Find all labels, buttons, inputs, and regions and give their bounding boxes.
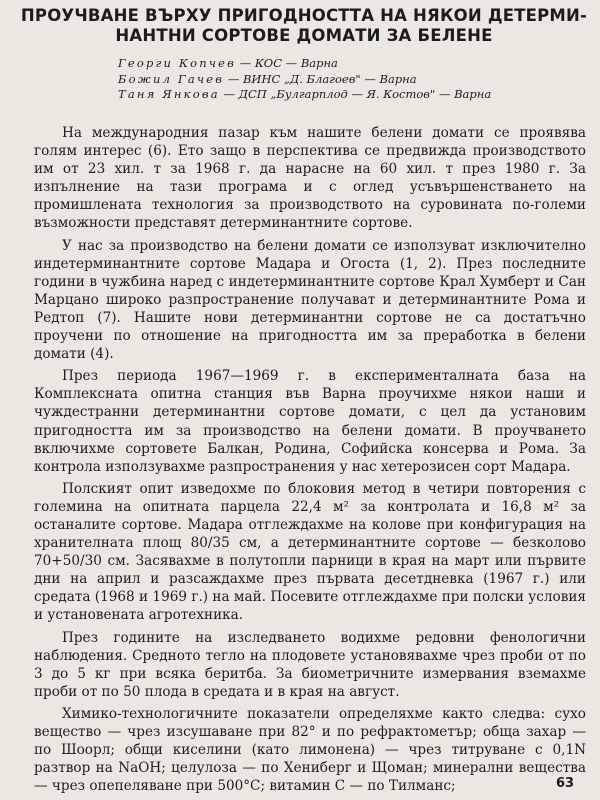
body-paragraph: Полският опит изведохме по блоковия метод в четири повторения с големина на опитната парцела 22,4 м² за контролата и 16,8 м² за останалите сортове. Мадара отглеждахме на колове при конфигурация на хранителната площ 80/35 см, а детерминантните сортове — безколово 70+50/30 см. Засявахме в полутопли парници в края на март или първите дни на април и разсаждахме през първата десетдневка (1967 г.) или средата (1968 и 1969 г.) на май. Посевите отглеждахме при полски условия и установената агротехника. — [34, 480, 586, 624]
author-name: Таня Янкова — [118, 87, 220, 101]
author-affiliation: — ДСП „Булгарплод — Я. Костов" — Варна — [223, 87, 492, 101]
author-line — [118, 56, 491, 72]
body-paragraph: У нас за производство на белени домати се използуват изключително индетерминантните сортове Мадара и Огоста (1, 2). През последните години в чужбина наред с индетерминантните сортове Крал Хумберт и Сан Марцано широко разпространение получават и детерминантните Рома и Редтоп (7). Нашите нови детерминантни сортове не са достатъчно проучени по отношение на пригодността им за преработка в белени домати (4). — [34, 237, 586, 363]
body-paragraph: През годините на изследването водихме редовни фенологични наблюдения. Средното тегло на плодовете установявахме чрез проби от по 3 до 5 кг при всяка беритба. За биометричните измервания вземахме проби от по 50 плода в средата и в края на август. — [34, 629, 586, 700]
author-name: Георги Копчев — [118, 56, 237, 70]
body-paragraph: На международния пазар към нашите белени домати се проявява голям интерес (6). Ето защо в перспектива се предвижда производството им от 23 хил. т за 1968 г. да нарасне на 60 хил. т през 1980 г. За изпълнение на тази програма и с оглед усъвършенстването на промишлената технология за производството на суровината по-големи възможности представят детерминантните сортове. — [34, 125, 586, 232]
author-list — [118, 56, 491, 103]
author-line — [118, 72, 491, 88]
page-number: 63 — [556, 776, 575, 791]
body-paragraph: През периода 1967—1969 г. в експерименталната база на Комплексната опитна станция във Варна проучихме някои наши и чуждестранни детерминантни сортове домати, с цел да установим пригодността им за производство на белени домати. В проучването включихме сортовете Балкан, Родина, Софийска консерва и Рома. За контрола използувахме разпространения у нас хетерозисен сорт Мадара. — [34, 368, 586, 475]
title-line-2: НАНТНИ СОРТОВЕ ДОМАТИ ЗА БЕЛЕНЕ — [115, 26, 493, 45]
body-paragraph: Химико-технологичните показатели определяхме както следва: сухо вещество — чрез изсушаване при 82° и по рефрактометър; обща захар — по Шоорл; общи киселини (като лимонена) — чрез титруване с 0,1N разтвор на NaOH; целулоза — по Хениберг и Щоман; минерални вещества — чрез опепеляване при 500°C; витамин C — по Тилманс; — [34, 705, 586, 795]
author-affiliation: — КОС — Варна — [239, 56, 338, 70]
author-line — [118, 87, 491, 103]
article-title — [18, 6, 590, 46]
title-line-1: ПРОУЧВАНЕ ВЪРХУ ПРИГОДНОСТТА НА НЯКОИ ДЕТЕРМИ- — [20, 6, 588, 25]
author-name: Божил Гачев — [118, 71, 225, 86]
author-affiliation: — ВИНС „Д. Благоев" — Варна — [227, 71, 417, 86]
article-body — [34, 124, 586, 799]
